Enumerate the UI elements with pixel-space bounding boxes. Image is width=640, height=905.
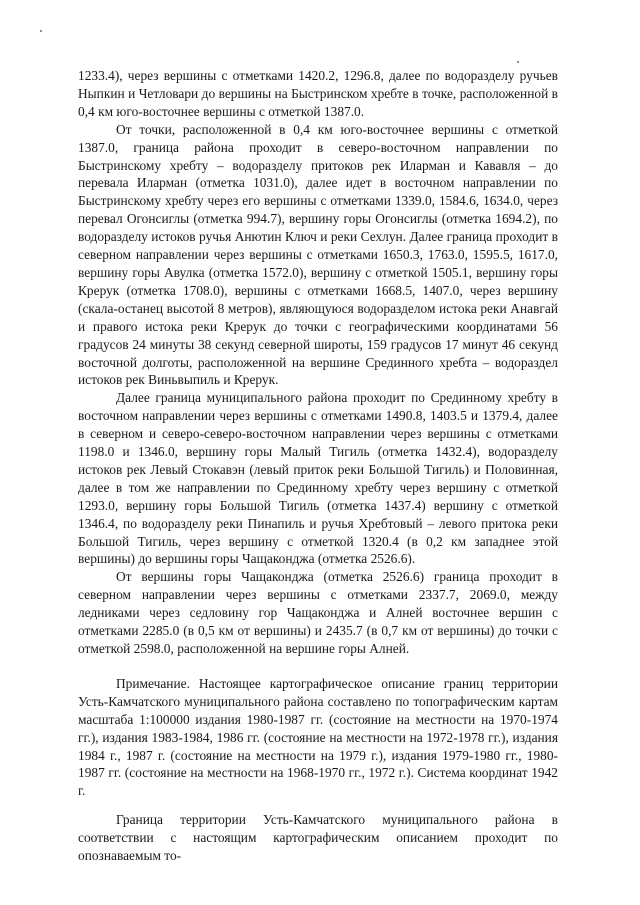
paragraph-boundary-landmarks: Граница территории Усть-Камчатского муниципального района в соответствии с настоящим картографическим описанием проходит по опознаваемым то- <box>78 812 558 864</box>
paragraph-note: Примечание. Настоящее картографическое описание границ территории Усть-Камчатского муниципального района составлено по топографическим картам масштаба 1:100000 издания 1980-1987 гг. (состояние на местности на 1970-1974 гг.), издания 1983-1984, 1986 гг. (состояние на местности на 1972-1978 гг.), издания 1984 г., 1987 г. (состояние на местности на 1979 г.), издания 1979-1980 гг., 1980-1987 гг. (состояние на местности на 1968-1970 гг., 1972 г.). Система координат 1942 г. <box>78 675 558 799</box>
document-body <box>78 67 558 865</box>
scan-speck-top-right <box>517 61 519 63</box>
paragraph-bystrinsky-ridge: От точки, расположенной в 0,4 км юго-восточнее вершины с отметкой 1387.0, граница района проходит в северо-восточном направлении по Быстринскому хребту – водоразделу притоков рек Иларман и Кававля – до перевала Иларман (отметка 1031.0), далее идет в восточном направлении по Быстринскому хребту через его вершины с отметками 1339.0, 1584.6, 1634.0, через перевал Огонсиглы (отметка 994.7), вершину горы Огонсиглы (отметка 1694.2), по водоразделу истоков ручья Анютин Ключ и реки Сехлун. Далее граница проходит в северном направлении через вершины с отметками 1650.3, 1763.0, 1595.5, 1617.0, вершину горы Авулка (отметка 1572.0), вершину с отметкой 1505.1, вершину горы Крерук (отметка 1708.0), вершины с отметками 1668.5, 1407.0, через вершину (скала-останец высотой 8 метров), являющуюся водоразделом истока реки Анавгай и правого истока реки Крерук до точки с географическими координатами 56 градусов 24 минуты 38 секунд северной широты, 159 градусов 17 минут 46 секунд восточной долготы, расположенной на вершине Срединного хребта – водораздел истоков рек Виньвыпиль и Крерук. <box>78 121 558 388</box>
paragraph-continuation: 1233.4), через вершины с отметками 1420.2, 1296.8, далее по водоразделу ручьев Ныпкин и Четловари до вершины на Быстринском хребте в точке, расположенной в 0,4 км юго-восточнее вершины с отметкой 1387.0. <box>78 68 558 119</box>
scan-speck-top-left <box>40 30 42 32</box>
paragraph-chashchakondzha: От вершины горы Чащаконджа (отметка 2526.6) граница проходит в северном направлении через вершины с отметками 2337.7, 2069.0, между ледниками через седловину гор Чащаконджа и Алней восточнее вершин с отметками 2285.0 (в 0,5 км от вершины) и 2435.7 (в 0,7 км от вершины) до точки с отметкой 2598.0, расположенной на вершине горы Алней. <box>78 569 558 656</box>
paragraph-sredinny-ridge: Далее граница муниципального района проходит по Срединному хребту в восточном направлении через вершины с отметками 1490.8, 1403.5 и 1379.4, далее в северном и северо-северо-восточном направлении через вершины с отметками 1198.0 и 1346.0, вершину горы Малый Тигиль (отметка 1432.4), водоразделу истоков рек Левый Стокавэн (левый приток реки Большой Тигиль) и Половинная, далее в том же направлении по Срединному хребту через вершину с отметкой 1293.0, вершину горы Большой Тигиль (отметка 1437.4) вершину с отметкой 1346.4, по водоразделу реки Пинапиль и ручья Хребтовый – левого притока реки Большой Тигиль, через вершину с отметкой 1320.4 (в 0,2 км западнее этой вершины) до вершины горы Чащаконджа (отметка 2526.6). <box>78 390 558 567</box>
